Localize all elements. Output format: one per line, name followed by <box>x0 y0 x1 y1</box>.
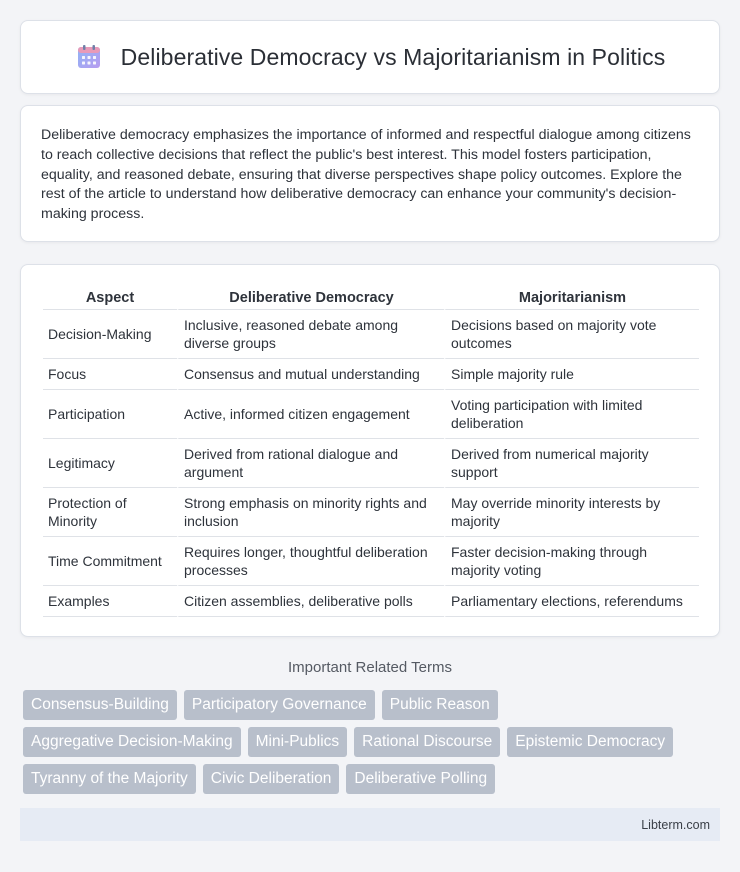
table-row <box>43 537 699 586</box>
table-cell-majoritarian: Decisions based on majority vote outcomes <box>444 310 699 359</box>
table-row <box>43 439 699 488</box>
table-cell-aspect: Time Commitment <box>43 537 177 586</box>
table-cell-aspect: Legitimacy <box>43 439 177 488</box>
tag-aggregative-decision-making[interactable]: Aggregative Decision-Making <box>23 727 241 757</box>
intro-card <box>20 105 720 242</box>
tag-participatory-governance[interactable]: Participatory Governance <box>184 690 375 720</box>
table-cell-deliberative: Requires longer, thoughtful deliberation processes <box>177 537 444 586</box>
comparison-table <box>43 285 699 617</box>
table-cell-aspect: Examples <box>43 586 177 617</box>
table-cell-majoritarian: May override minority interests by majority <box>444 488 699 537</box>
table-row <box>43 488 699 537</box>
table-cell-majoritarian: Simple majority rule <box>444 359 699 390</box>
tag-deliberative-polling[interactable]: Deliberative Polling <box>346 764 495 794</box>
table-cell-deliberative: Active, informed citizen engagement <box>177 390 444 439</box>
table-cell-deliberative: Inclusive, reasoned debate among diverse groups <box>177 310 444 359</box>
comparison-card <box>20 264 720 637</box>
tag-public-reason[interactable]: Public Reason <box>382 690 498 720</box>
tag-epistemic-democracy[interactable]: Epistemic Democracy <box>507 727 673 757</box>
tag-tyranny-of-the-majority[interactable]: Tyranny of the Majority <box>23 764 196 794</box>
column-header-deliberative-democracy: Deliberative Democracy <box>177 285 444 310</box>
table-cell-majoritarian: Voting participation with limited deliberation <box>444 390 699 439</box>
tag-mini-publics[interactable]: Mini-Publics <box>248 727 348 757</box>
footer <box>20 808 720 841</box>
table-cell-majoritarian: Parliamentary elections, referendums <box>444 586 699 617</box>
table-cell-deliberative: Strong emphasis on minority rights and inclusion <box>177 488 444 537</box>
table-cell-deliberative: Consensus and mutual understanding <box>177 359 444 390</box>
intro-paragraph: Deliberative democracy emphasizes the importance of informed and respectful dialogue among citizens to reach collective decisions that reflect the public's best interest. This model fosters participation, equality, and reasoned debate, ensuring that diverse perspectives shape policy outcomes. Explore the rest of the article to understand how deliberative democracy can enhance your community's decision-making process. <box>41 127 691 223</box>
tag-civic-deliberation[interactable]: Civic Deliberation <box>203 764 340 794</box>
table-cell-aspect: Participation <box>43 390 177 439</box>
calendar-grid-icon <box>75 43 103 71</box>
table-cell-aspect: Protection of Minority <box>43 488 177 537</box>
table-cell-aspect: Decision-Making <box>43 310 177 359</box>
tag-consensus-building[interactable]: Consensus-Building <box>23 690 177 720</box>
table-row <box>43 359 699 390</box>
page-title: Deliberative Democracy vs Majoritarianism in Politics <box>120 43 666 70</box>
table-row <box>43 586 699 617</box>
column-header-aspect: Aspect <box>43 285 177 310</box>
table-cell-deliberative: Citizen assemblies, deliberative polls <box>177 586 444 617</box>
table-cell-majoritarian: Faster decision-making through majority voting <box>444 537 699 586</box>
footer-site-link[interactable]: Libterm.com <box>641 817 710 832</box>
title-row <box>75 43 666 71</box>
column-header-majoritarianism: Majoritarianism <box>444 285 699 310</box>
related-terms-tags <box>23 690 703 794</box>
table-header-row <box>43 285 699 310</box>
table-cell-deliberative: Derived from rational dialogue and argument <box>177 439 444 488</box>
related-terms-heading: Important Related Terms <box>288 659 452 676</box>
table-cell-majoritarian: Derived from numerical majority support <box>444 439 699 488</box>
tag-rational-discourse[interactable]: Rational Discourse <box>354 727 500 757</box>
table-row <box>43 390 699 439</box>
table-cell-aspect: Focus <box>43 359 177 390</box>
title-card <box>20 20 720 94</box>
table-row <box>43 310 699 359</box>
